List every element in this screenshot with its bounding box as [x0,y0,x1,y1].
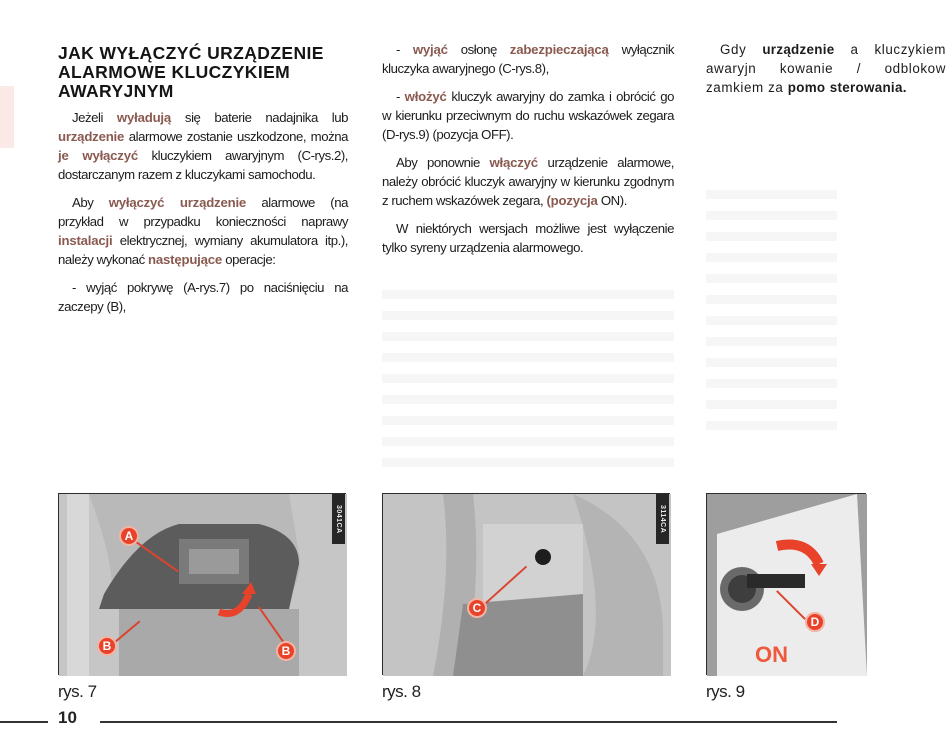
paragraph [58,193,348,269]
column-2 [382,40,674,266]
figure-caption: rys. 9 [706,682,745,701]
paragraph [58,108,348,184]
callout-a: A [119,526,139,546]
figure-rys-8 [382,493,670,675]
highlight-text: sterowania. [829,80,907,95]
footer-rule [0,721,48,723]
text: - [396,89,405,104]
highlight-text: wyłączyć urządzenie [108,195,247,210]
paragraph [382,153,674,210]
on-position-label: ON [755,642,788,667]
text: kluczykiem awaryjnym (C-rys.2), dostarczanym razem z kluczykami samochodu. [58,148,348,182]
text: Gdy [720,42,763,57]
section-edge-tab [0,86,14,148]
paragraph [382,87,674,144]
highlight-text: następujące [148,252,223,267]
paragraph: - wyjąć pokrywę (A-rys.7) po naciśnięciu na zaczepy (B), [58,280,348,314]
highlight-text: zabezpieczającą [509,42,609,57]
figure-caption: rys. 7 [58,682,97,701]
page-number: 10 [58,708,77,727]
highlight-text: instalacji [58,233,113,248]
highlight-text: urządzenie [762,42,835,57]
highlight-text: wyjąć [412,42,448,57]
text: Aby ponownie [396,155,490,170]
text: - [396,42,413,57]
highlight-text: urządzenie [58,129,125,144]
figure-code: 3114CA [656,494,669,544]
column-3 [706,40,946,106]
highlight-text: wyładują [116,110,172,125]
text: Aby [72,195,109,210]
text: wyłącznik kluczyka awaryjnego (C-rys.8), [382,42,674,76]
text: urządzenie alarmowe, należy obrócić kluczyk awaryjny w kierunku zgodnym z ruchem wskazówek zegara, [382,155,674,208]
column-1 [58,40,348,325]
callout-b: B [97,636,117,656]
text: Jeżeli [72,110,117,125]
callout-c: C [467,598,487,618]
text: alarmowe zostanie uszkodzone, można [124,129,348,144]
figure-rys-7 [58,493,346,675]
text: kluczyk awaryjny do zamka i obrócić go w kierunku przeciwnym do ruchu wskazówek zegara (D-rys.9) (pozycja OFF). [382,89,674,142]
highlight-text: je wyłączyć [58,148,138,163]
text: osłonę [447,42,510,57]
highlight-text: (pozycja [546,193,598,208]
emergency-key-switch-illustration [383,494,671,676]
figure-caption: rys. 8 [382,682,421,701]
text: się baterie nadajnika lub [171,110,348,125]
paragraph: W niektórych wersjach możliwe jest wyłączenie tylko syreny urządzenia alarmowego. [382,221,674,255]
text: ON). [597,193,627,208]
paragraph [706,40,946,97]
section-title: JAK WYŁĄCZYĆ URZĄDZENIE ALARMOWE KLUCZYKIEM AWARYJNYM [58,43,324,101]
bleed-through-text [382,290,674,470]
text: a kluczykiem awaryjn kowanie / odblokow zamkiem za [706,42,946,95]
text: operacje: [222,252,276,267]
highlight-text: pomo [787,80,826,95]
paragraph [382,40,674,78]
callout-d: D [805,612,825,632]
text: elektrycznej, wymiany akumulatora itp.), należy wykonać [58,233,348,267]
footer-rule [100,721,837,723]
figure-code: 3041CA [332,494,345,544]
callout-b: B [276,641,296,661]
highlight-text: włączyć [489,155,538,170]
highlight-text: włożyć [404,89,447,104]
figure-rys-9 [706,493,866,675]
bleed-through-text [706,190,837,430]
text: alarmowe (na przykład w przypadku konieczności naprawy [58,195,348,229]
